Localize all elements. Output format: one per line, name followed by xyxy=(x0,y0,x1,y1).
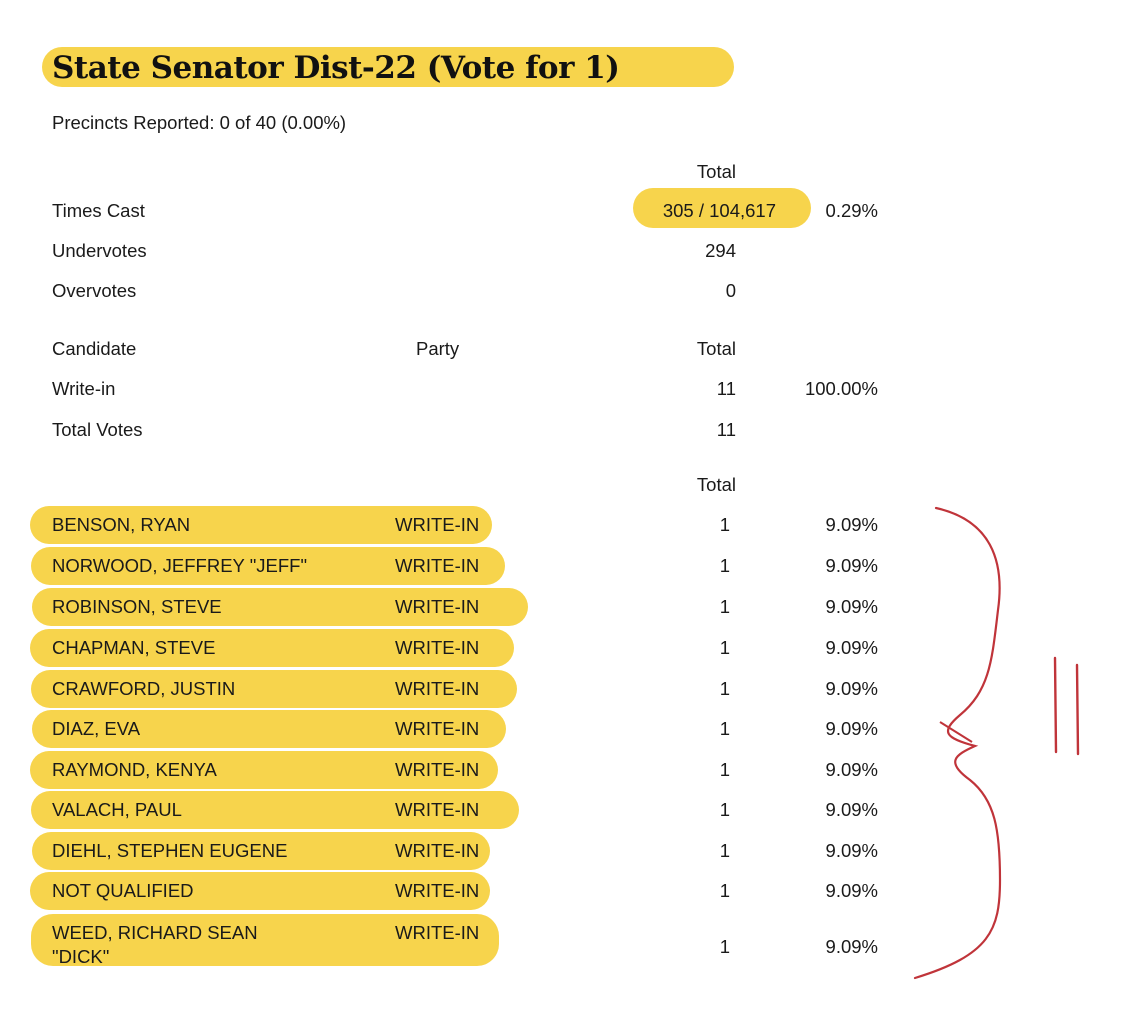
writein-name: CRAWFORD, JUSTIN xyxy=(52,678,236,699)
writein-total: 1 xyxy=(719,936,730,957)
writein-total: 1 xyxy=(719,514,730,535)
writein-total: 1 xyxy=(719,555,730,576)
writein-name: VALACH, PAUL xyxy=(52,799,182,820)
writein-pct: 9.09% xyxy=(825,514,878,535)
writein-total: 1 xyxy=(719,596,730,617)
writein-pct: 9.09% xyxy=(825,840,878,861)
handwritten-eleven-icon xyxy=(1045,650,1090,760)
writein-pct: 9.09% xyxy=(825,555,878,576)
candidate-total-header: Total xyxy=(696,338,736,359)
writein-total: 1 xyxy=(719,840,730,861)
writein-total: 1 xyxy=(719,678,730,699)
writein-name: DIAZ, EVA xyxy=(52,718,141,739)
writein-total-header: Total xyxy=(696,474,736,495)
writein-name: DIEHL, STEPHEN EUGENE xyxy=(52,840,288,861)
writein-name-cont: "DICK" xyxy=(52,946,110,967)
summary-row-label: Overvotes xyxy=(52,280,137,301)
writein-party: WRITE-IN xyxy=(395,514,480,535)
writein-total: 1 xyxy=(719,718,730,739)
summary-row-total: 294 xyxy=(705,240,736,261)
summary-row-label: Times Cast xyxy=(52,200,145,221)
writein-pct: 9.09% xyxy=(825,759,878,780)
writein-party: WRITE-IN xyxy=(395,718,480,739)
writein-name: NORWOOD, JEFFREY "JEFF" xyxy=(52,555,308,576)
summary-total-header: Total xyxy=(696,161,736,182)
writein-total: 1 xyxy=(719,799,730,820)
candidate-header: Candidate xyxy=(52,338,137,359)
writein-party: WRITE-IN xyxy=(395,840,480,861)
precincts-reported: Precincts Reported: 0 of 40 (0.00%) xyxy=(52,112,347,133)
party-header: Party xyxy=(416,338,460,359)
writein-party: WRITE-IN xyxy=(395,555,480,576)
writein-name: WEED, RICHARD SEAN xyxy=(52,922,258,943)
candidate-row-total: 11 xyxy=(716,378,736,399)
writein-party: WRITE-IN xyxy=(395,596,480,617)
page-title: State Senator Dist-22 (Vote for 1) xyxy=(52,50,620,86)
writein-name: CHAPMAN, STEVE xyxy=(52,637,216,658)
writein-total: 1 xyxy=(719,759,730,780)
summary-row-total: 0 xyxy=(725,280,736,301)
writein-name: NOT QUALIFIED xyxy=(52,880,194,901)
candidate-row-name: Total Votes xyxy=(52,419,143,440)
writein-pct: 9.09% xyxy=(825,799,878,820)
candidate-row-total: 11 xyxy=(716,419,736,440)
writein-total: 1 xyxy=(719,880,730,901)
handwritten-brace-icon xyxy=(900,500,1020,990)
writein-name: RAYMOND, KENYA xyxy=(52,759,217,780)
writein-party: WRITE-IN xyxy=(395,880,480,901)
writein-total: 1 xyxy=(719,637,730,658)
writein-pct: 9.09% xyxy=(825,596,878,617)
writein-pct: 9.09% xyxy=(825,637,878,658)
writein-party: WRITE-IN xyxy=(395,759,480,780)
writein-pct: 9.09% xyxy=(825,718,878,739)
summary-row-total: 305 / 104,617 xyxy=(662,200,776,221)
writein-pct: 9.09% xyxy=(825,936,878,957)
writein-party: WRITE-IN xyxy=(395,922,480,943)
writein-pct: 9.09% xyxy=(825,880,878,901)
candidate-row-pct: 100.00% xyxy=(804,378,878,399)
writein-party: WRITE-IN xyxy=(395,637,480,658)
writein-name: ROBINSON, STEVE xyxy=(52,596,222,617)
writein-party: WRITE-IN xyxy=(395,678,480,699)
summary-row-label: Undervotes xyxy=(52,240,147,261)
writein-pct: 9.09% xyxy=(825,678,878,699)
candidate-row-name: Write-in xyxy=(52,378,116,399)
writein-party: WRITE-IN xyxy=(395,799,480,820)
writein-name: BENSON, RYAN xyxy=(52,514,191,535)
summary-row-pct: 0.29% xyxy=(825,200,878,221)
